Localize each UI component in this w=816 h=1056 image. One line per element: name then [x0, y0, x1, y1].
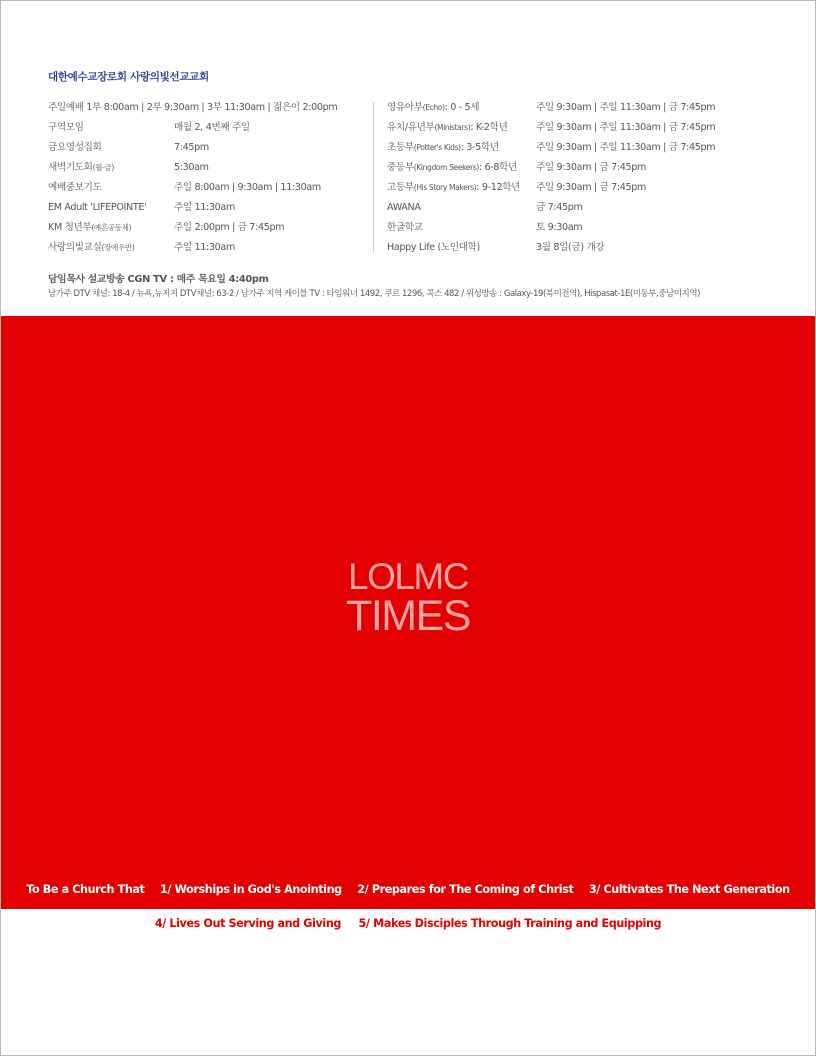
schedule-value: 주일 9:30am | 주일 11:30am | 금 7:45pm	[536, 122, 716, 133]
mission-item: 4/ Lives Out Serving and Giving	[154, 917, 342, 930]
schedule-label-group	[387, 161, 517, 175]
church-name: 대한예수교장로회 사랑의빛선교교회	[48, 71, 209, 83]
schedule-value: 주일 11:30am	[174, 202, 235, 213]
schedule-label: 사랑의빛교실	[48, 242, 102, 253]
schedule-label-sub: (Echo)	[422, 103, 445, 112]
schedule-value: 주일 9:30am | 주일 11:30am | 금 7:45pm	[536, 102, 716, 113]
mission-line-1	[1, 883, 815, 896]
schedule-value: 3월 8일(금) 개강	[536, 242, 605, 253]
schedule-label-group	[387, 101, 479, 115]
schedule-value: 7:45pm	[174, 142, 209, 153]
schedule-label: 예배중보기도	[48, 182, 102, 193]
schedule-value: 주일 8:00am | 9:30am | 11:30am	[174, 182, 321, 193]
schedule-label-sub: (장애우반)	[101, 243, 135, 252]
schedule-label: 한글학교	[387, 222, 423, 233]
schedule-label-tail: : 9-12학년	[476, 182, 521, 193]
schedule-value: 주일 11:30am	[174, 242, 235, 253]
logo-times: TIMES	[346, 592, 470, 640]
broadcast-line-1: 담임목사 설교방송 CGN TV : 매주 목요일 4:40pm	[48, 274, 269, 285]
mission-item: 2/ Prepares for The Coming of Christ	[357, 883, 574, 896]
schedule-label: Happy Life (노인대학)	[387, 242, 480, 253]
mission-line-2	[0, 917, 816, 930]
schedule-label: 중등부	[387, 162, 414, 173]
schedule-value: 주일 9:30am | 금 7:45pm	[536, 162, 646, 173]
schedule-value: 매월 2, 4번째 주일	[174, 122, 250, 133]
schedule-label: 영유아부	[387, 102, 423, 113]
schedule-label: 구역모임	[48, 122, 84, 133]
mission-item: 3/ Cultivates The Next Generation	[588, 883, 790, 896]
schedule-label-sub: (His Story Makers)	[413, 183, 477, 192]
mission-item: To Be a Church That	[26, 883, 145, 896]
column-divider	[373, 102, 374, 252]
schedule-label-group	[387, 121, 507, 135]
schedule-label-sub: (Potter's Kids)	[413, 143, 461, 152]
schedule-value: 주일 2:00pm | 금 7:45pm	[174, 222, 285, 233]
schedule-label-group	[387, 181, 520, 195]
schedule-label-sub: (Ministars)	[434, 123, 471, 132]
schedule-label: KM 청년부	[48, 222, 92, 233]
cover-panel	[1, 316, 815, 909]
schedule-label: 새벽기도회	[48, 162, 93, 173]
schedule-label: 유치/유년부	[387, 122, 435, 133]
schedule-label: 초등부	[387, 142, 414, 153]
schedule-label-sub: (예흔공동체)	[91, 223, 132, 232]
schedule-label: 주일예배 1부 8:00am | 2부 9:30am | 3부 11:30am | 젊은이 2:00pm	[48, 102, 338, 113]
schedule-label-group	[48, 241, 134, 255]
schedule-value: 주일 9:30am | 주일 11:30am | 금 7:45pm	[536, 142, 716, 153]
schedule-value: 금 7:45pm	[536, 202, 583, 213]
schedule-value: 주일 9:30am | 금 7:45pm	[536, 182, 646, 193]
schedule-label-group	[48, 221, 131, 235]
schedule-label-tail: : 3-5학년	[460, 142, 499, 153]
schedule-label-tail: : K-2학년	[470, 122, 508, 133]
schedule-value: 토 9:30am	[536, 222, 583, 233]
schedule-label-group	[48, 161, 114, 175]
broadcast-line-2: 남가주 DTV 채널: 18-4 / 뉴욕,뉴저지 DTV채널: 63-2 / 남가주 지역 케이블 TV : 타임워너 1492, 쿠르 1296, 콕스 482 / 위성방송 : Galaxy-19(북미전역), Hispasat-1E(미동부,중남미지역)	[48, 289, 700, 299]
schedule-label-sub: (Kingdom Seekers)	[413, 163, 479, 172]
schedule-label: 고등부	[387, 182, 414, 193]
schedule-label-sub: (월-금)	[92, 163, 114, 172]
schedule-label-tail: : 0 - 5세	[444, 102, 480, 113]
schedule-label-group	[387, 141, 499, 155]
mission-item: 1/ Worships in God's Anointing	[160, 883, 342, 896]
schedule-label-tail: : 6-8학년	[478, 162, 517, 173]
schedule-value: 5:30am	[174, 162, 209, 173]
mission-item: 5/ Makes Disciples Through Training and Equipping	[358, 917, 662, 930]
schedule-label: AWANA	[387, 202, 421, 213]
schedule-label: EM Adult 'LIFEPOINTE'	[48, 202, 147, 213]
schedule-label: 금요영성집회	[48, 142, 102, 153]
logo-lolmc: LOLMC	[348, 556, 468, 597]
